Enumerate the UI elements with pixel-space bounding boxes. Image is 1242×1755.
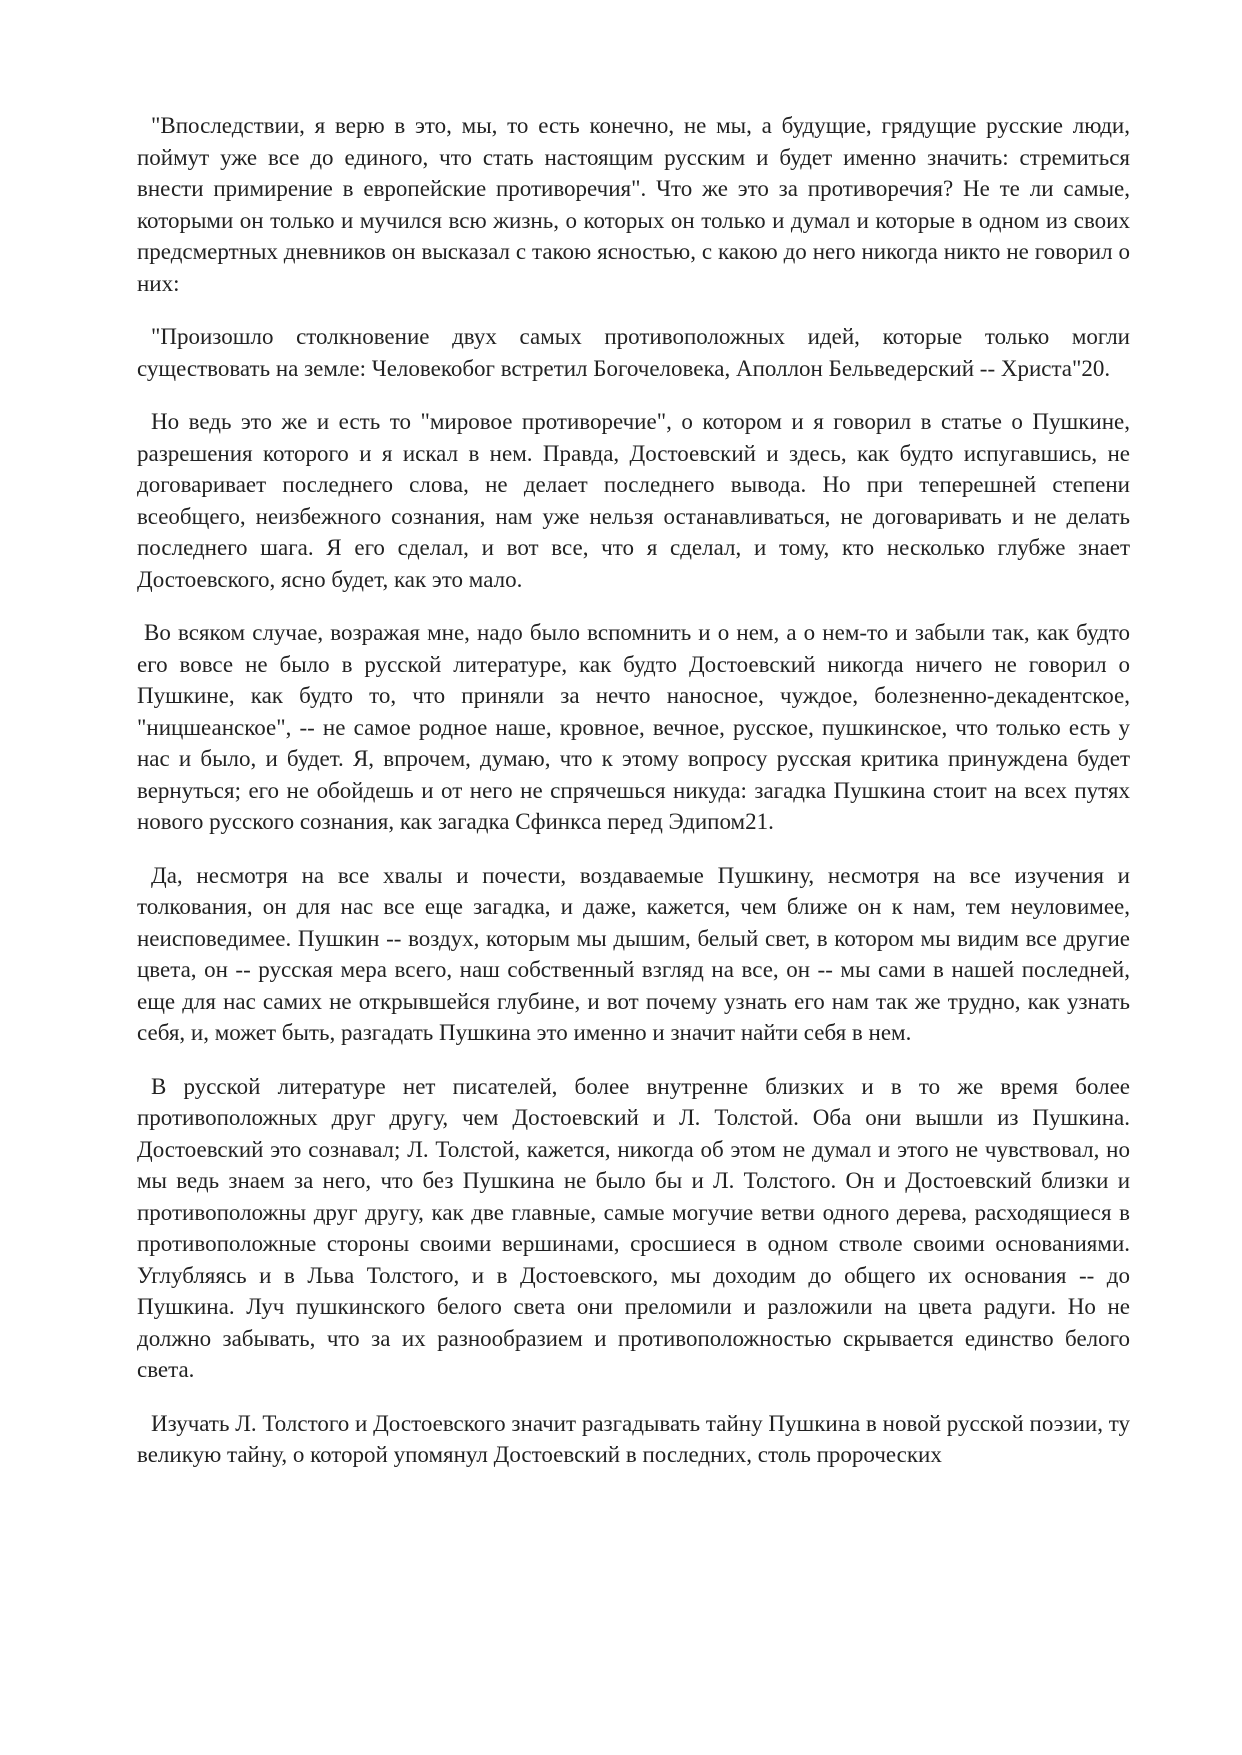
paragraph: В русской литературе нет писателей, более внутренне близких и в то же время более противоположных друг другу, чем Достоевский и Л. Толстой. Оба они вышли из Пушкина. Достоевский это сознавал; Л. Толстой, кажется, никогда об этом не думал и этого не чувствовал, но мы ведь знаем за него, что без Пушкина не было бы и Л. Толстого. Он и Достоевский близки и противоположны друг другу, как две главные, самые могучие ветви одного дерева, расходящиеся в противоположные стороны своими вершинами, сросшиеся в одном стволе своими основаниями. Углубляясь и в Льва Толстого, и в Достоевского, мы доходим до общего их основания -- до Пушкина. Луч пушкинского белого света они преломили и разложили на цвета радуги. Но не должно забывать, что за их разнообразием и противоположностью скрывается единство белого света. xyxy=(137,1073,1130,1382)
paragraph: "Произошло столкновение двух самых противоположных идей, которые только могли существовать на земле: Человекобог встретил Богочеловека, Аполлон Бельведерский -- Христа"20. xyxy=(137,324,1130,381)
paragraph: Да, несмотря на все хвалы и почести, воздаваемые Пушкину, несмотря на все изучения и толкования, он для нас все еще загадка, и даже, кажется, чем ближе он к нам, тем неуловимее, неисповедимее. Пушкин -- воздух, которым мы дышим, белый свет, в котором мы видим все другие цвета, он -- русская мера всего, наш собственный взгляд на все, он -- мы сами в нашей последней, еще для нас самих не открывшейся глубине, и вот почему узнать его нам так же трудно, как узнать себя, и, может быть, разгадать Пушкина это именно и значит найти себя в нем. xyxy=(137,862,1130,1045)
paragraph: Во всяком случае, возражая мне, надо было вспомнить и о нем, а о нем-то и забыли так, как будто его вовсе не было в русской литературе, как будто Достоевский никогда ничего не говорил о Пушкине, как будто то, что приняли за нечто наносное, чуждое, болезненно-декадентское, "ницшеанское", -- не самое родное наше, кровное, вечное, русское, пушкинское, что только есть у нас и было, и будет. Я, впрочем, думаю, что к этому вопросу русская критика принуждена будет вернуться; его не обойдешь и от него не спрячешься никуда: загадка Пушкина стоит на всех путях нового русского сознания, как загадка Сфинкса перед Эдипом21. xyxy=(137,620,1130,834)
paragraph: "Впоследствии, я верю в это, мы, то есть конечно, не мы, а будущие, грядущие русские люди, поймут уже все до единого, что стать настоящим русским и будет именно значить: стремиться внести примирение в европейские противоречия". Что же это за противоречия? Не те ли самые, которыми он только и мучился всю жизнь, о которых он только и думал и которые в одном из своих предсмертных дневников он высказал с такою ясностью, с какою до него никогда никто не говорил о них: xyxy=(137,113,1130,296)
paragraph: Изучать Л. Толстого и Достоевского значит разгадывать тайну Пушкина в новой русской поэзии, ту великую тайну, о которой упомянул Достоевский в последних, столь пророческих xyxy=(137,1410,1130,1467)
paragraph: Но ведь это же и есть то "мировое противоречие", о котором и я говорил в статье о Пушкине, разрешения которого и я искал в нем. Правда, Достоевский и здесь, как будто испугавшись, не договаривает последнего слова, не делает последнего вывода. Но при теперешней степени всеобщего, неизбежного сознания, нам уже нельзя останавливаться, не договаривать и не делать последнего шага. Я его сделал, и вот все, что я сделал, и тому, кто несколько глубже знает Достоевского, ясно будет, как это мало. xyxy=(137,409,1130,592)
document-body xyxy=(137,110,1130,1493)
